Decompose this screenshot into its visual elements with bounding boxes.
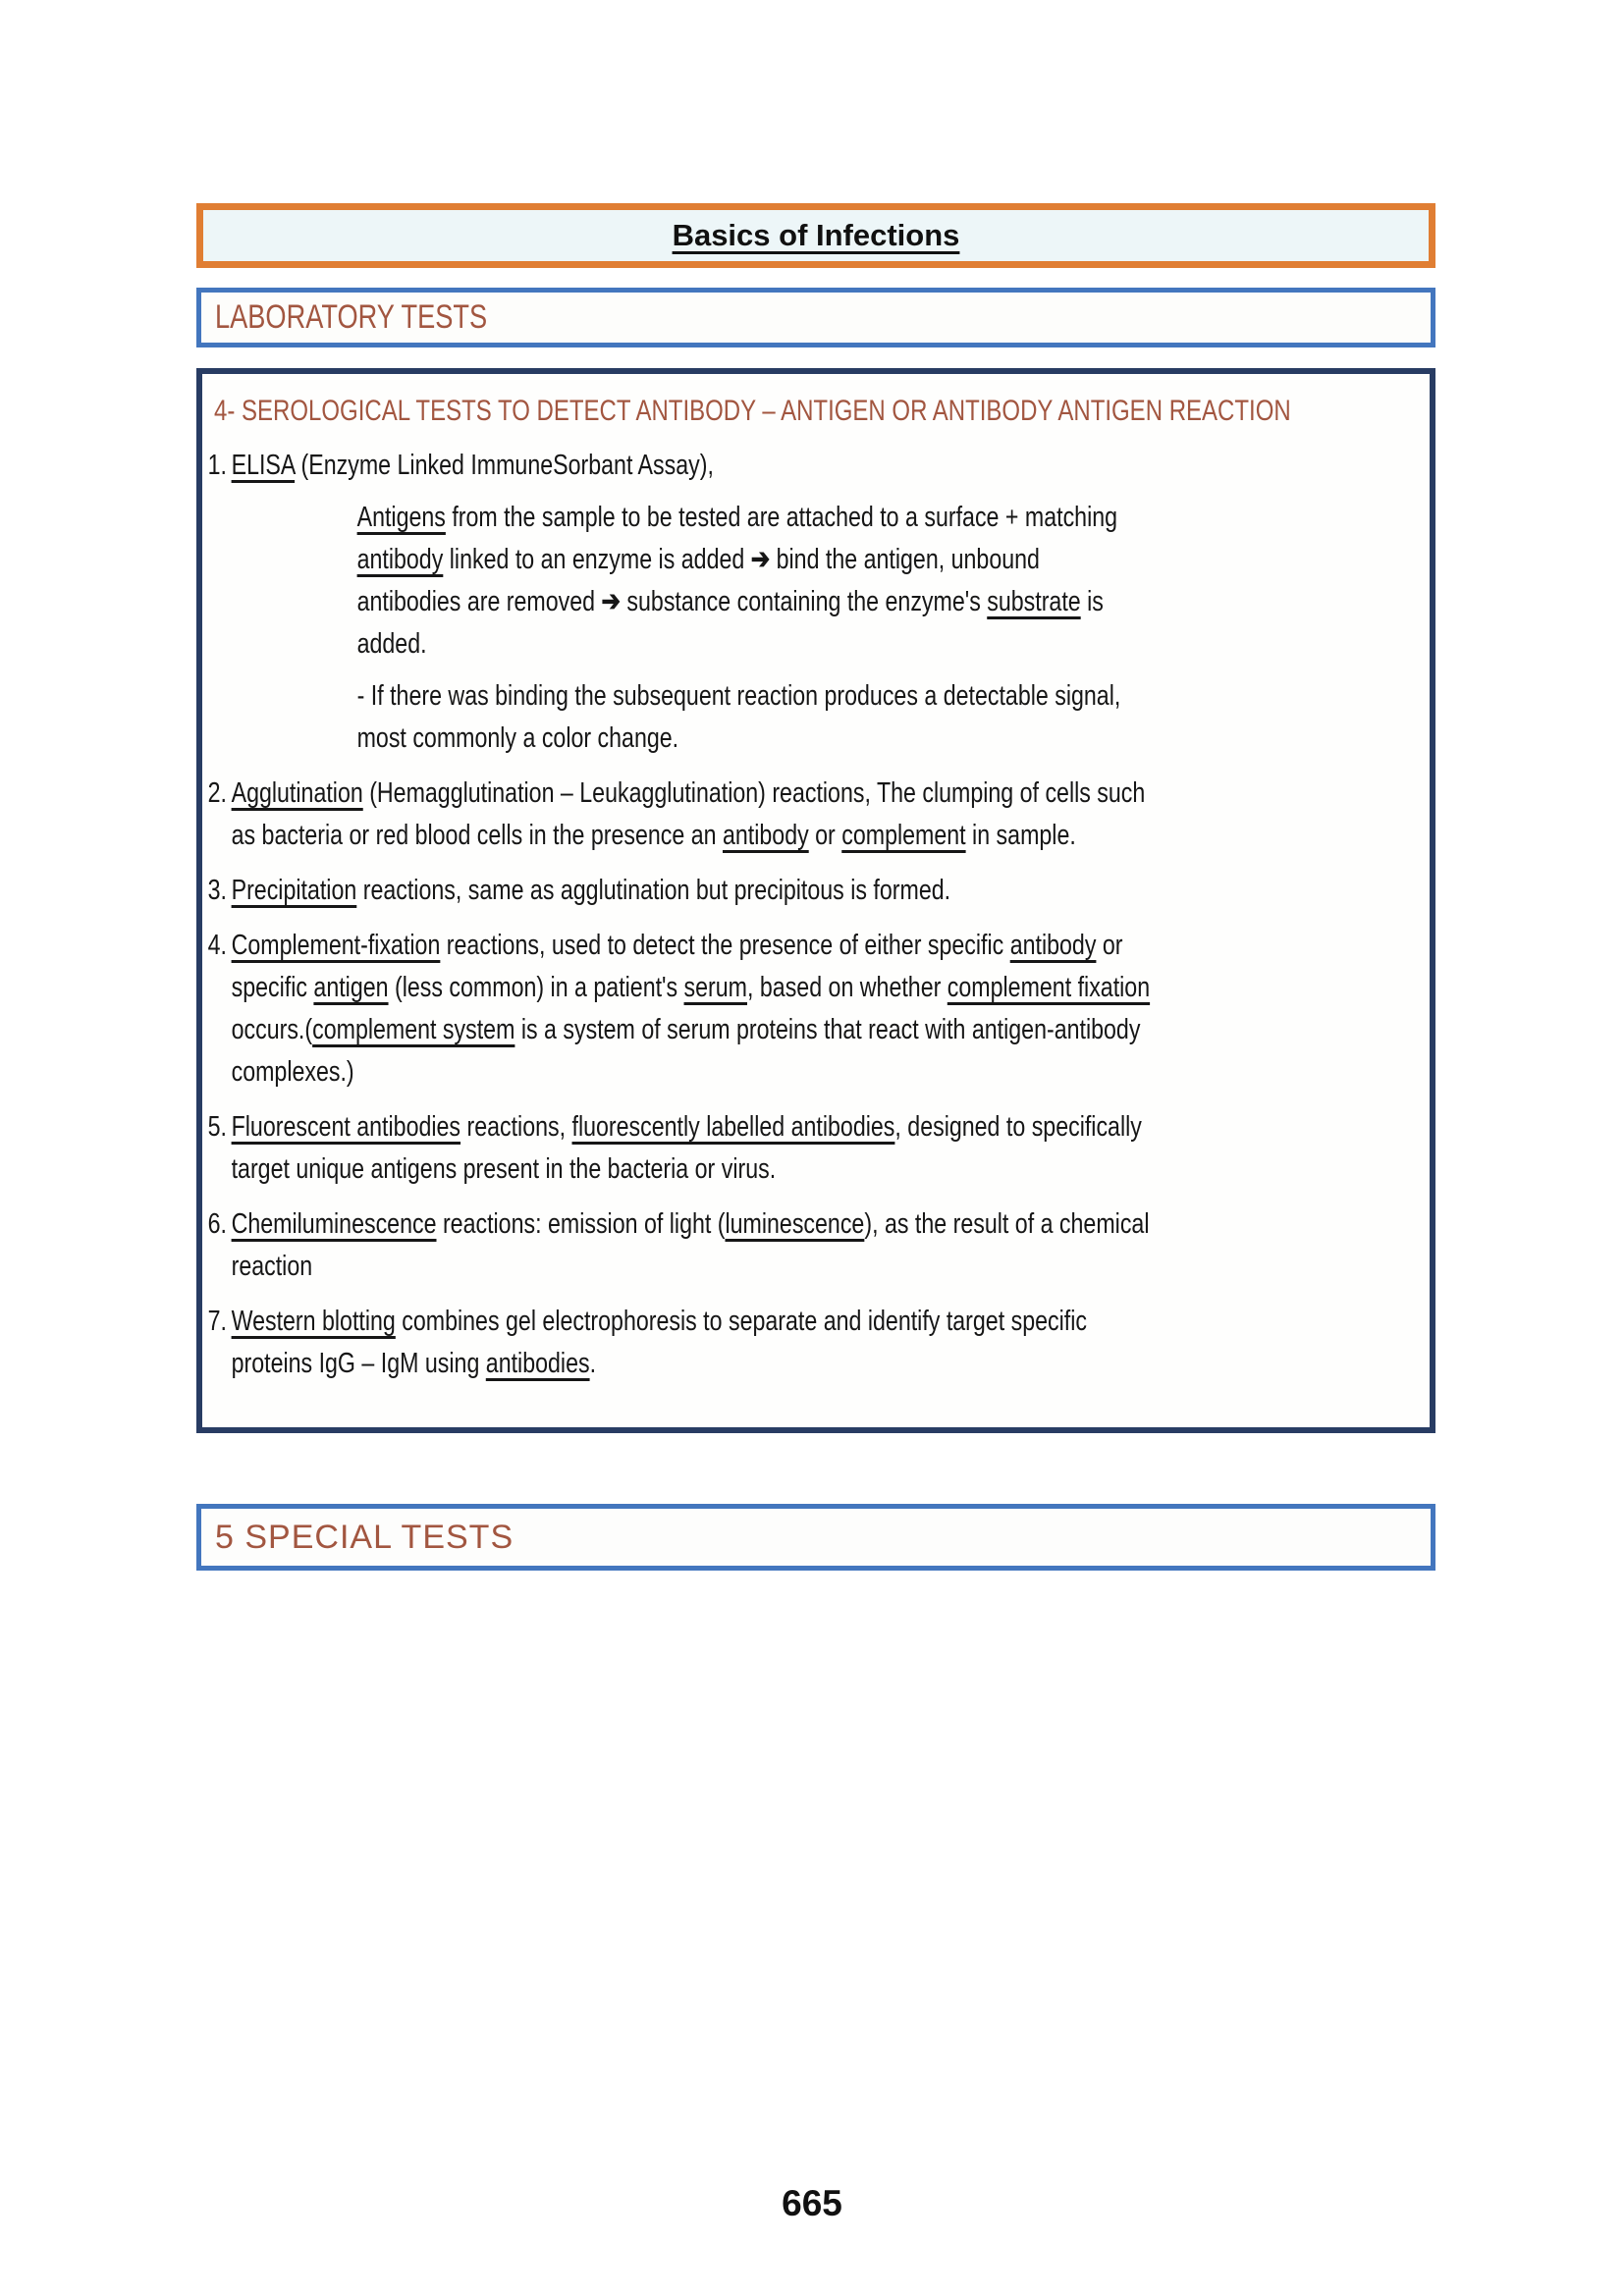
list-item-subparagraph <box>357 497 1143 666</box>
list-item <box>206 925 1432 1094</box>
list-item-subparagraph <box>357 675 1143 760</box>
list-item <box>206 1301 1432 1385</box>
underlined-term: Precipitation <box>231 875 357 906</box>
text-run: reactions, same as agglutination but precipitous is formed. <box>356 875 951 906</box>
underlined-term: Antigens <box>356 502 446 533</box>
underlined-term: complement <box>841 820 966 851</box>
list-item <box>206 773 1432 857</box>
list-item-text <box>232 870 1163 912</box>
list-item-text <box>232 445 1163 487</box>
text-run: occurs.( <box>231 1014 313 1045</box>
text-run: . <box>589 1348 597 1379</box>
list-item-number: 3. <box>207 875 227 906</box>
text-run: in sample. <box>965 820 1076 851</box>
list-item-body <box>232 925 1432 1094</box>
list-item <box>206 1203 1432 1288</box>
text-run: linked to an enzyme is added <box>443 544 751 575</box>
underlined-term: Western blotting <box>231 1306 396 1337</box>
special-tests-heading: 5 SPECIAL TESTS <box>215 1518 514 1556</box>
page-title: Basics of Infections <box>672 218 960 252</box>
list-item-text <box>232 925 1163 1094</box>
underlined-term: complement system <box>312 1014 515 1045</box>
underlined-term: serum <box>683 972 747 1003</box>
list-item <box>206 870 1432 912</box>
underlined-term: fluorescently labelled antibodies <box>571 1111 895 1143</box>
underlined-term: Chemiluminescence <box>231 1208 437 1240</box>
underlined-term: Fluorescent antibodies <box>231 1111 461 1143</box>
list-item-text <box>232 1301 1163 1385</box>
text-run: from the sample to be tested are attached to a surface + matching <box>445 502 1118 533</box>
list-item-text <box>232 773 1163 857</box>
text-run: , based on whether <box>747 972 947 1003</box>
document-page <box>196 0 1435 1571</box>
underlined-term: antibody <box>356 544 444 575</box>
underlined-term: antibody <box>722 820 809 851</box>
list-item <box>206 1106 1432 1191</box>
text-run: reactions, <box>460 1111 572 1143</box>
arrow-right-icon: ➔ <box>750 544 771 575</box>
text-run: is a system of serum proteins that react with antigen-antibody complexes.) <box>231 1014 1141 1088</box>
text-run: substance containing the enzyme's <box>620 586 988 617</box>
laboratory-tests-box <box>196 288 1435 347</box>
list-item-number: 4. <box>207 930 227 961</box>
list-item-number: 6. <box>207 1208 227 1240</box>
laboratory-tests-heading: LABORATORY TESTS <box>215 298 488 336</box>
underlined-term: complement fixation <box>947 972 1151 1003</box>
list-item-body <box>232 1203 1432 1288</box>
text-run: or specific <box>231 930 1123 1003</box>
text-run: reactions, used to detect the presence of either specific <box>440 930 1010 961</box>
serological-tests-box <box>196 368 1435 1433</box>
text-run: bind the antigen, unbound antibodies are removed <box>356 544 1040 617</box>
title-box <box>196 203 1435 268</box>
text-run: (less common) in a patient's <box>388 972 684 1003</box>
underlined-term: Complement-fixation <box>231 930 441 961</box>
text-run: reactions: emission of light ( <box>436 1208 726 1240</box>
arrow-right-icon: ➔ <box>601 586 621 617</box>
list-item-body <box>232 1106 1432 1191</box>
list-item-body <box>232 1301 1432 1385</box>
text-run: , designed to specifically target unique antigens present in the bacteria or virus. <box>231 1111 1142 1185</box>
list-item-body <box>232 870 1432 912</box>
text-run: ), as the result of a chemical reaction <box>231 1208 1150 1282</box>
underlined-term: antibody <box>1009 930 1097 961</box>
list-item-number: 1. <box>207 450 227 481</box>
text-run: (Hemagglutination – Leukagglutination) reactions, The clumping of cells such as bacteria or red blood cells in the presence an <box>231 777 1146 851</box>
serology-list <box>206 445 1432 1385</box>
list-item-number: 7. <box>207 1306 227 1337</box>
underlined-term: antibodies <box>485 1348 590 1379</box>
list-item-text <box>232 1203 1163 1288</box>
list-item-number: 5. <box>207 1111 227 1143</box>
underlined-term: antigen <box>313 972 389 1003</box>
list-item-text <box>232 1106 1163 1191</box>
list-item-body <box>232 445 1432 760</box>
special-tests-box <box>196 1504 1435 1571</box>
underlined-term: luminescence <box>725 1208 865 1240</box>
text-run: or <box>808 820 842 851</box>
text-run: is added. <box>356 586 1104 660</box>
text-run: combines gel electrophoresis to separate and identify target specific proteins IgG – IgM using <box>231 1306 1087 1379</box>
list-item-body <box>232 773 1432 857</box>
underlined-term: Agglutination <box>231 777 363 809</box>
page-number: 665 <box>782 2183 842 2223</box>
underlined-term: ELISA <box>231 450 296 481</box>
section-heading: 4- SEROLOGICAL TESTS TO DETECT ANTIBODY – ANTIGEN OR ANTIBODY ANTIGEN REACTION <box>214 395 1291 427</box>
text-run: (Enzyme Linked ImmuneSorbant Assay), <box>295 450 714 481</box>
list-item <box>206 445 1432 760</box>
text-run: - If there was binding the subsequent reaction produces a detectable signal, most commonly a color change. <box>356 680 1121 754</box>
underlined-term: substrate <box>987 586 1081 617</box>
list-item-number: 2. <box>207 777 227 809</box>
